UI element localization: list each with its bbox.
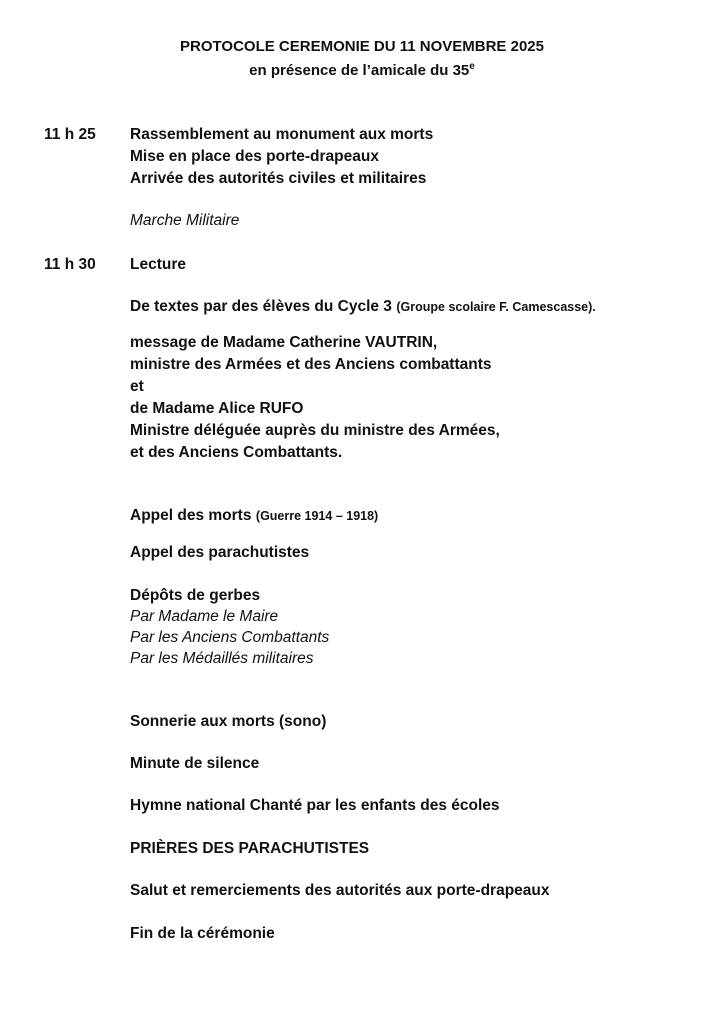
time-label: 11 h 25 bbox=[44, 126, 96, 143]
document-title: PROTOCOLE CEREMONIE DU 11 NOVEMBRE 2025 bbox=[180, 38, 544, 55]
program-line bbox=[130, 298, 596, 316]
textes-note: (Groupe scolaire F. Camescasse). bbox=[396, 300, 596, 314]
subtitle-text: en présence de l’amicale du 35 bbox=[249, 62, 470, 79]
program-line: Minute de silence bbox=[130, 755, 260, 772]
program-line: Hymne national Chanté par les enfants des écoles bbox=[130, 797, 500, 814]
subtitle-superscript: e bbox=[469, 61, 475, 72]
document-subtitle bbox=[0, 62, 724, 79]
message-line: et bbox=[130, 378, 144, 395]
depot-item: Par les Anciens Combattants bbox=[130, 629, 330, 646]
message-line: message de Madame Catherine VAUTRIN, bbox=[130, 334, 438, 351]
appel-morts-main: Appel des morts bbox=[130, 507, 252, 524]
message-line: et des Anciens Combattants. bbox=[130, 444, 343, 461]
program-line: PRIÈRES DES PARACHUTISTES bbox=[130, 840, 370, 857]
program-line: Salut et remerciements des autorités aux porte-drapeaux bbox=[130, 882, 550, 899]
textes-main: De textes par des élèves du Cycle 3 bbox=[130, 298, 392, 315]
program-line: Mise en place des porte-drapeaux bbox=[130, 148, 379, 165]
program-line: Fin de la cérémonie bbox=[130, 925, 275, 942]
italic-note: Marche Militaire bbox=[130, 212, 240, 229]
program-line bbox=[130, 507, 378, 525]
program-line: Arrivée des autorités civiles et militaires bbox=[130, 170, 427, 187]
program-line: Rassemblement au monument aux morts bbox=[130, 126, 434, 143]
program-line: Sonnerie aux morts (sono) bbox=[130, 713, 327, 730]
depot-item: Par les Médaillés militaires bbox=[130, 650, 314, 667]
appel-morts-note: (Guerre 1914 – 1918) bbox=[255, 509, 379, 523]
program-line: Appel des parachutistes bbox=[130, 544, 310, 561]
depot-item: Par Madame le Maire bbox=[130, 608, 279, 625]
message-line: Ministre déléguée auprès du ministre des Armées, bbox=[130, 422, 500, 439]
message-line: ministre des Armées et des Anciens combattants bbox=[130, 356, 492, 373]
message-line: de Madame Alice RUFO bbox=[130, 400, 304, 417]
time-label: 11 h 30 bbox=[44, 256, 96, 273]
program-line: Dépôts de gerbes bbox=[130, 587, 261, 604]
program-line: Lecture bbox=[130, 256, 186, 273]
